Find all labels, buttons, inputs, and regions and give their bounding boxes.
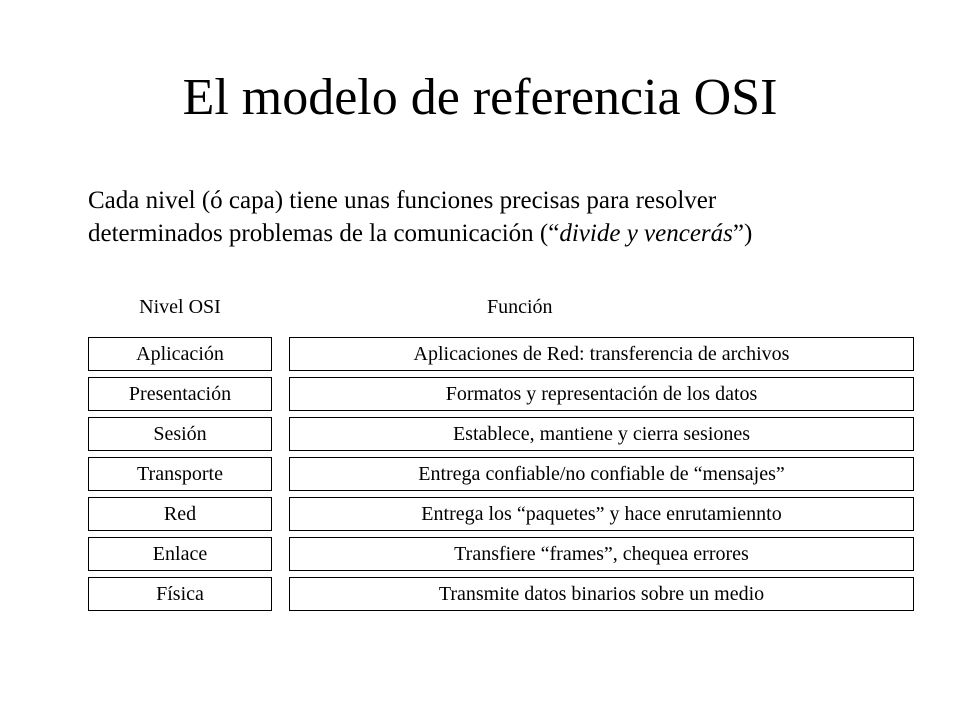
osi-level-stack [88,337,272,617]
function-column-header: Función [487,296,553,318]
function-box-sesion: Establece, mantiene y cierra sesiones [289,417,914,451]
function-box-red: Entrega los “paquetes” y hace enrutamiennto [289,497,914,531]
level-box-fisica: Física [88,577,272,611]
intro-text [88,184,948,250]
level-box-transporte: Transporte [88,457,272,491]
intro-line-2-end: ”) [732,220,753,247]
intro-line-2 [88,217,948,250]
intro-line-1: Cada nivel (ó capa) tiene unas funciones precisas para resolver [88,187,717,214]
function-box-enlace: Transfiere “frames”, chequea errores [289,537,914,571]
level-box-enlace: Enlace [88,537,272,571]
page-title: El modelo de referencia OSI [182,69,778,126]
level-box-red: Red [88,497,272,531]
level-column-header: Nivel OSI [139,296,221,318]
level-box-sesion: Sesión [88,417,272,451]
function-box-fisica: Transmite datos binarios sobre un medio [289,577,914,611]
function-box-aplicacion: Aplicaciones de Red: transferencia de archivos [289,337,914,371]
function-box-presentacion: Formatos y representación de los datos [289,377,914,411]
level-box-aplicacion: Aplicación [88,337,272,371]
function-box-transporte: Entrega confiable/no confiable de “mensajes” [289,457,914,491]
intro-italic-phrase: divide y vencerás [559,220,733,247]
intro-line-2-text: determinados problemas de la comunicación (“ [88,220,560,247]
level-box-presentacion: Presentación [88,377,272,411]
function-stack [289,337,914,617]
